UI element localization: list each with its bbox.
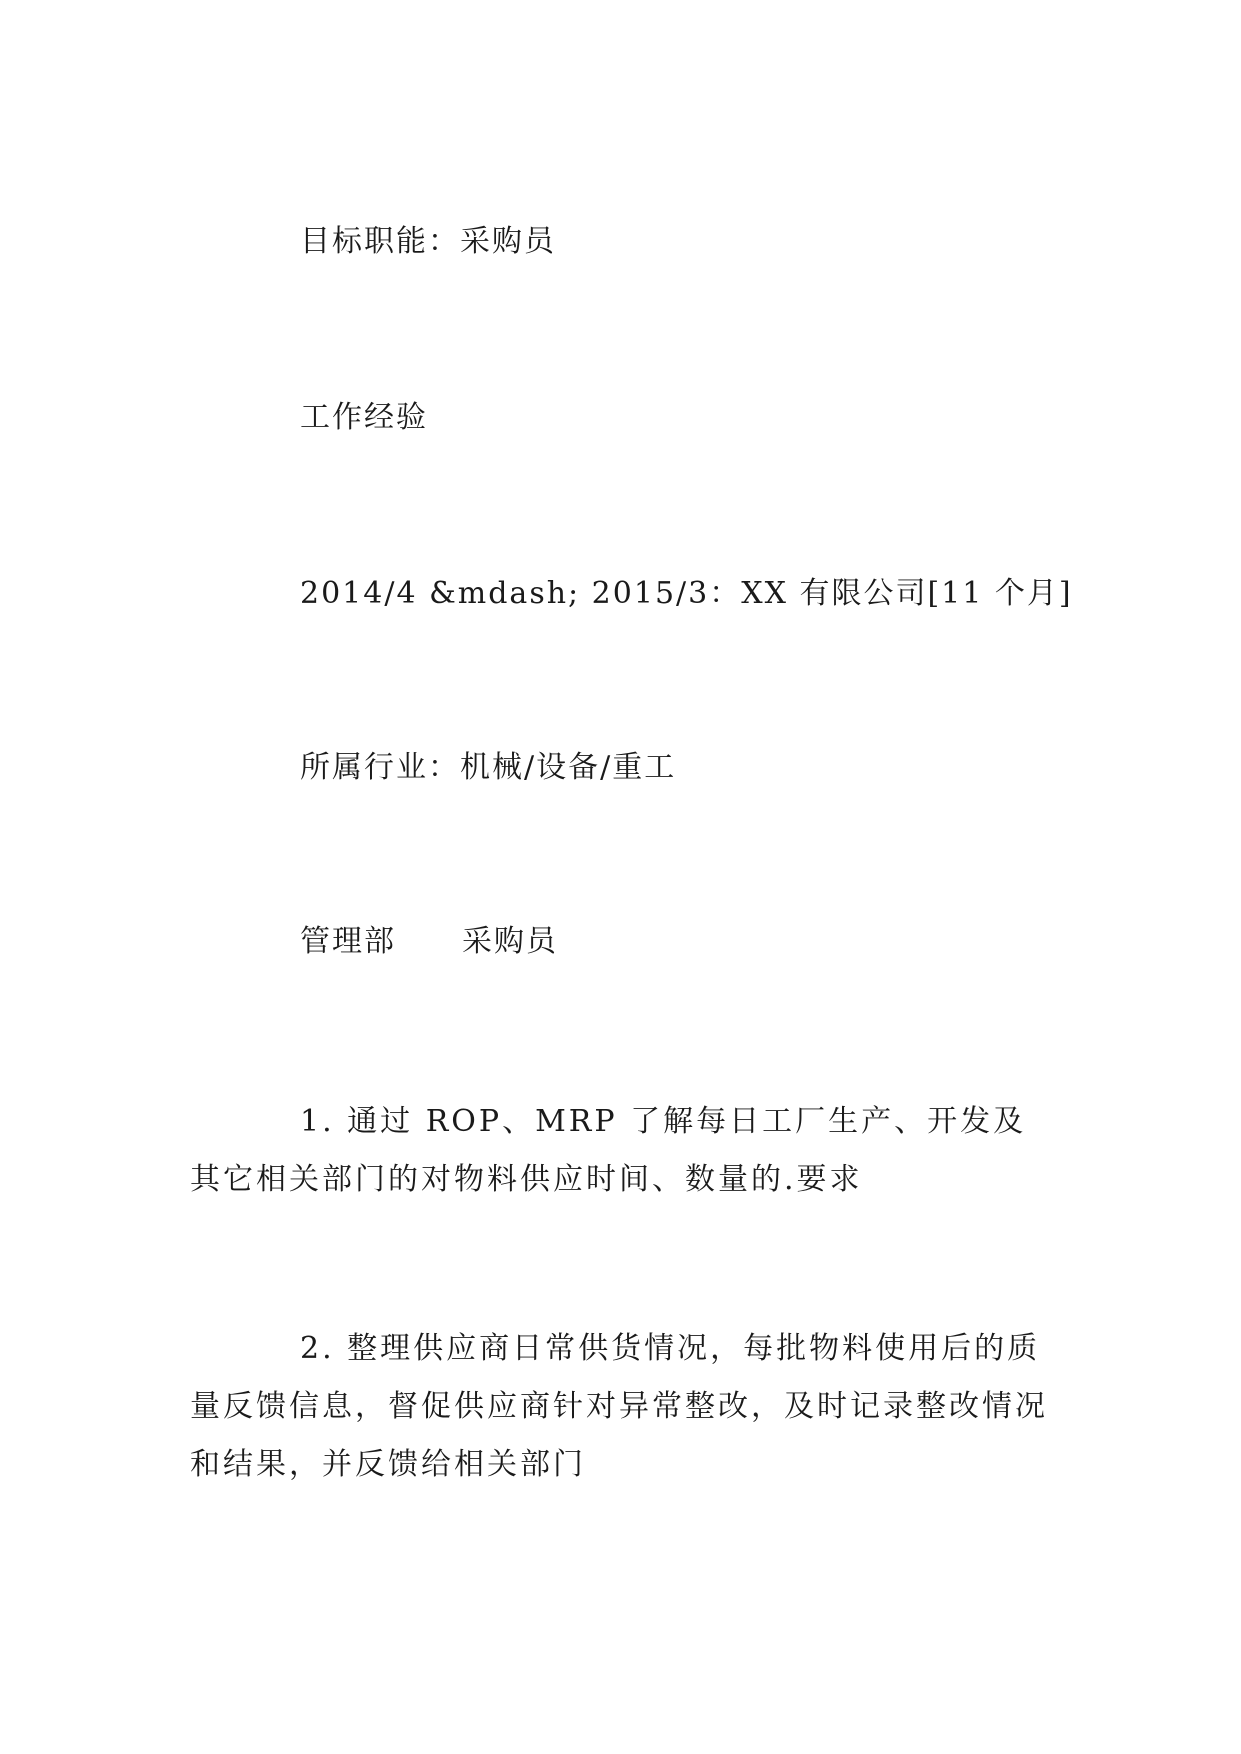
duty-paragraph-1: 1. 通过 ROP、MRP 了解每日工厂生产、开发及其它相关部门的对物料供应时间、数量的.要求 (190, 1104, 1027, 1197)
employment-period-line: 2014/4 &mdash; 2015/3：XX 有限公司[11 个月] (300, 576, 1073, 611)
section-title-work-experience: 工作经验 (300, 400, 428, 435)
duty-paragraph-2: 2. 整理供应商日常供货情况，每批物料使用后的质量反馈信息，督促供应商针对异常整改，及时记录整改情况和结果，并反馈给相关部门 (190, 1331, 1048, 1482)
industry-line: 所属行业：机械/设备/重工 (300, 750, 677, 785)
target-function-line: 目标职能：采购员 (300, 224, 556, 259)
department-text: 管理部 (300, 924, 396, 959)
department-position-line (300, 922, 558, 962)
position-text: 采购员 (462, 924, 558, 959)
